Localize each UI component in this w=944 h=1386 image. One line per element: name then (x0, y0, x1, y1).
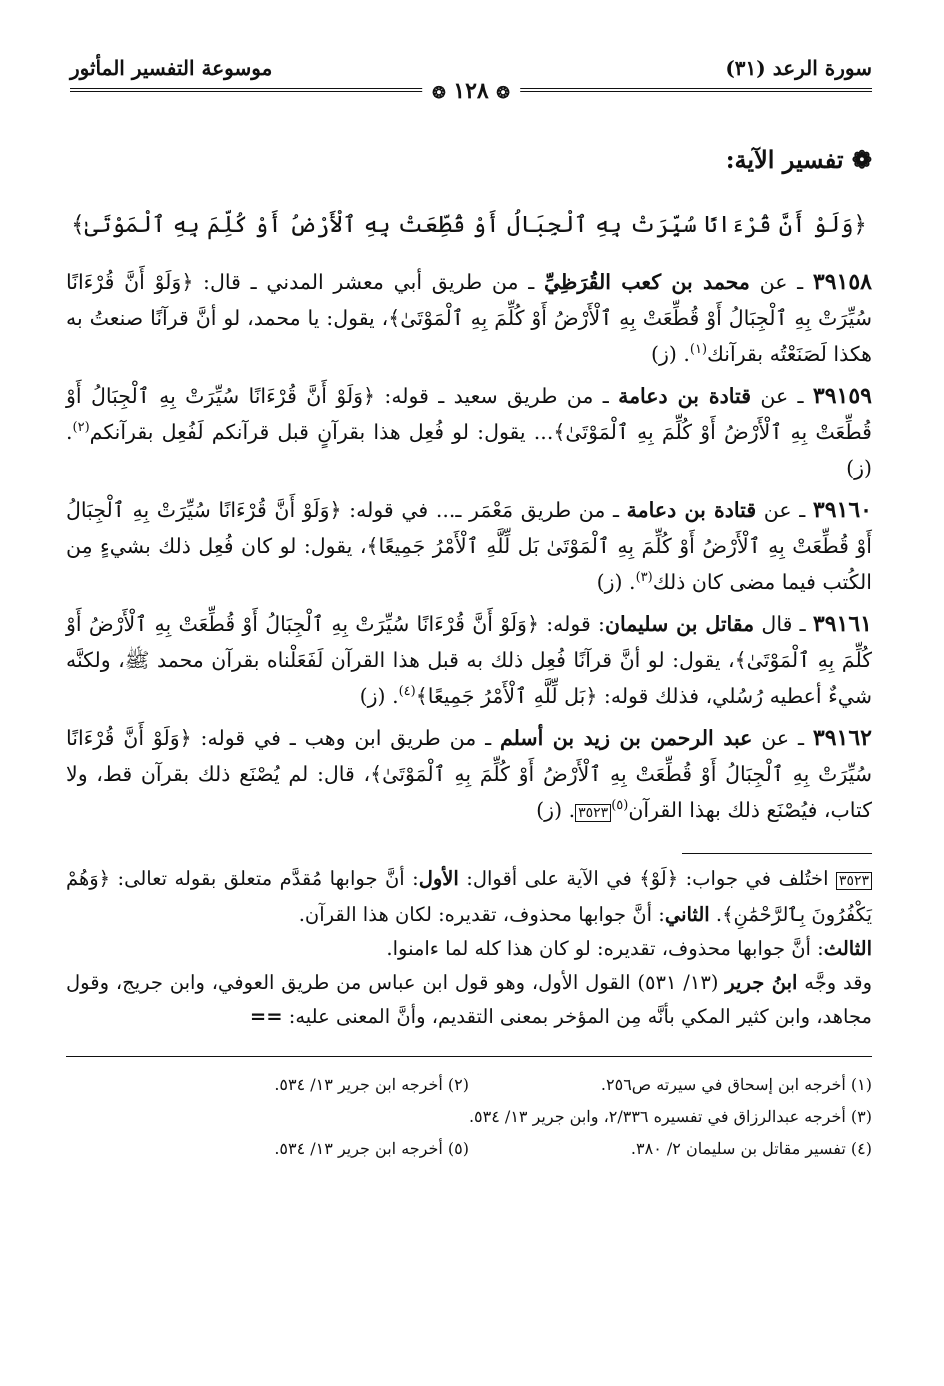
narrator-name: محمد بن كعب القُرَظِيِّ (543, 270, 750, 294)
label-first: الأول (418, 867, 459, 890)
entry-text: ـ من طريق ابن وهب ـ في قوله: ﴿وَلَوْ أَنَّ قُرْءَانًا سُيِّرَتْ بِهِ ٱلْجِبَالُ أَوْ قُطِّعَتْ بِهِ ٱلْأَرْضُ أَوْ كُلِّمَ بِهِ ٱلْمَوْتَىٰ﴾، قال: لم يُصْنَع ذلك بقرآن قط، ولا كتاب، فيُصْنَع ذلك بهذا القرآن (66, 726, 872, 822)
quran-verse: ﴿وَلَوْ أَنَّ قُرْءَانًا سُيِّرَتْ بِهِ ٱلْجِبَالُ أَوْ قُطِّعَتْ بِهِ ٱلْأَرْضُ أَوْ كُلِّمَ بِهِ ٱلْمَوْتَىٰ﴾ (71, 212, 867, 238)
footnote: (٢) أخرجه ابن جرير ١٣/ ٥٣٤. (274, 1075, 469, 1094)
ornament-icon: ❂ (496, 83, 510, 102)
commentary-note: ٣٥٢٣ اختُلف في جواب: ﴿لَوْ﴾ في الآية على أقوال: الأول: أنَّ جوابها مُقدَّم متعلق بقوله تعالى: ﴿وَهُمْ يَكْفُرُونَ بِٱلرَّحْمَٰنِ﴾. الثاني: أنَّ جوابها محذوف، تقديره: لكان هذا القرآن. (66, 867, 872, 926)
narrator-name: قتادة بن دعامة (626, 498, 757, 522)
narrator-name: قتادة بن دعامة (618, 384, 752, 408)
entry-text: ـ من طريق مَعْمَر ـ... في قوله: ﴿وَلَوْ أَنَّ قُرْءَانًا سُيِّرَتْ بِهِ ٱلْجِبَالُ أَوْ قُطِّعَتْ بِهِ ٱلْأَرْضُ أَوْ كُلِّمَ بِهِ ٱلْمَوْتَىٰ بَل لِّلَّهِ ٱلْأَمْرُ جَمِيعًا﴾، يقول: لو كان فُعِل ذلك بشيءٍ مِن الكُتب فيما مضى كان ذلك (66, 498, 872, 594)
surah-title: سورة الرعد (٣١) (725, 56, 872, 80)
narration-entry: ٣٩١٥٨ ـ عن محمد بن كعب القُرَظِيِّ ـ من طريق أبي معشر المدني ـ قال: ﴿وَلَوْ أَنَّ قُرْءَانًا سُيِّرَتْ بِهِ ٱلْجِبَالُ أَوْ قُطِّعَتْ بِهِ ٱلْأَرْضُ أَوْ كُلِّمَ بِهِ ٱلْمَوْتَىٰ﴾، يقول: يا محمد، لو أنَّ قرآنًا صنعتُ به هكذا لَصَنَعْتُه بقرآنك$^{(١)}$. (ز) (66, 269, 872, 366)
narrator-name: عبد الرحمن بن زيد بن أسلم (499, 726, 753, 750)
label-second: الثاني (664, 903, 710, 926)
section-heading (66, 140, 872, 180)
entry-text: ـ من طريق أبي معشر المدني ـ قال: ﴿وَلَوْ أَنَّ قُرْءَانًا سُيِّرَتْ بِهِ ٱلْجِبَالُ أَوْ قُطِّعَتْ بِهِ ٱلْأَرْضُ أَوْ كُلِّمَ بِهِ ٱلْمَوْتَىٰ﴾، يقول: يا محمد، لو أنَّ قرآنًا صنعتُ به هكذا لَصَنَعْتُه بقرآنك (66, 270, 872, 366)
narration-entry: ٣٩١٦٢ ـ عن عبد الرحمن بن زيد بن أسلم ـ من طريق ابن وهب ـ في قوله: ﴿وَلَوْ أَنَّ قُرْءَانًا سُيِّرَتْ بِهِ ٱلْجِبَالُ أَوْ قُطِّعَتْ بِهِ ٱلْأَرْضُ أَوْ كُلِّمَ بِهِ ٱلْمَوْتَىٰ﴾، قال: لم يُصْنَع ذلك بقرآن قط، ولا كتاب، فيُصْنَع ذلك بهذا القرآن$^{(٥)}$٣٥٢٣. (ز) (66, 725, 872, 822)
footnote: (٣) أخرجه عبدالرزاق في تفسيره ٢/٣٣٦، وابن جرير ١٣/ ٥٣٤. (468, 1107, 872, 1126)
footnote: (٥) أخرجه ابن جرير ١٣/ ٥٣٤. (274, 1139, 469, 1158)
footnote-marker[interactable]: (٢) (72, 420, 90, 436)
page-number (422, 78, 520, 104)
section-title: تفسير الآية: (725, 145, 844, 174)
flower-icon: ❁ (851, 145, 872, 174)
page-number-value: ١٢٨ (453, 78, 489, 104)
footnote-marker[interactable]: (١) (689, 342, 708, 358)
footnote: (١) أخرجه ابن إسحاق في سيرته ص٢٥٦. (600, 1075, 872, 1094)
book-title: موسوعة التفسير المأثور (70, 56, 273, 80)
footnote: (٤) تفسير مقاتل بن سليمان ٢/ ٣٨٠. (630, 1139, 872, 1158)
entry-number: ٣٩١٦٠ (812, 497, 872, 523)
footnote-marker[interactable]: (٤) (398, 684, 416, 700)
entry-number: ٣٩١٦٢ (812, 725, 872, 751)
note-separator (682, 853, 872, 854)
scholar-name: ابنُ جرير (725, 971, 798, 994)
entry-number: ٣٩١٥٨ (812, 269, 872, 295)
entry-number: ٣٩١٦١ (812, 611, 872, 637)
continuation-mark: == (249, 1005, 283, 1028)
footnote-row (66, 1069, 872, 1101)
page-body (66, 140, 872, 1165)
ornament-icon: ❂ (432, 83, 446, 102)
commentary-note-line: الثالث: أنَّ جوابها محذوف، تقديره: لو كان هذا كله لما ءامنوا. (386, 937, 872, 960)
footnote-row (66, 1101, 872, 1133)
entry-text: ـ من طريق سعيد ـ قوله: ﴿وَلَوْ أَنَّ قُرْءَانًا سُيِّرَتْ بِهِ ٱلْجِبَالُ أَوْ قُطِّعَتْ بِهِ ٱلْأَرْضُ أَوْ كُلِّمَ بِهِ ٱلْمَوْتَىٰ﴾... يقول: لو فُعِل هذا بقرآنٍ قبل قرآنكم لَفُعِل بقرآنكم (66, 384, 872, 444)
narration-entry: ٣٩١٦٠ ـ عن قتادة بن دعامة ـ من طريق مَعْمَر ـ... في قوله: ﴿وَلَوْ أَنَّ قُرْءَانًا سُيِّرَتْ بِهِ ٱلْجِبَالُ أَوْ قُطِّعَتْ بِهِ ٱلْأَرْضُ أَوْ كُلِّمَ بِهِ ٱلْمَوْتَىٰ بَل لِّلَّهِ ٱلْأَمْرُ جَمِيعًا﴾، يقول: لو كان فُعِل ذلك بشيءٍ مِن الكُتب فيما مضى كان ذلك$^{(٣)}$. (ز) (66, 497, 872, 594)
narration-entry: ٣٩١٦١ ـ قال مقاتل بن سليمان: قوله: ﴿وَلَوْ أَنَّ قُرْءَانًا سُيِّرَتْ بِهِ ٱلْجِبَالُ أَوْ قُطِّعَتْ بِهِ ٱلْأَرْضُ أَوْ كُلِّمَ بِهِ ٱلْمَوْتَىٰ﴾، يقول: لو أنَّ قرآنًا فُعِل ذلك به قبل هذا القرآن لَفَعَلْناه بقرآن محمد ﷺ، ولكنَّه شيءٌ أعطيه رُسُلي، فذلك قوله: ﴿بَل لِّلَّهِ ٱلْأَمْرُ جَمِيعًا﴾$^{(٤)}$. (ز) (66, 611, 872, 708)
note-reference-box[interactable]: ٣٥٢٣ (575, 804, 611, 822)
footnote-row (66, 1133, 872, 1165)
note-number-box: ٣٥٢٣ (836, 872, 872, 890)
footnote-marker[interactable]: (٥) (611, 798, 629, 814)
commentary-note-line: وقد وجَّه ابنُ جرير (١٣/ ٥٣١) القول الأول، وهو قول ابن عباس من طريق العوفي، وابن جريج، وقول مجاهد، وابن كثير المكي بأنَّه مِن المؤخر بمعنى التقديم، وأنَّ المعنى عليه: == (66, 971, 873, 1028)
footnote-marker[interactable]: (٣) (635, 570, 653, 586)
narrator-name: مقاتل بن سليمان (604, 612, 755, 636)
narration-entry: ٣٩١٥٩ ـ عن قتادة بن دعامة ـ من طريق سعيد ـ قوله: ﴿وَلَوْ أَنَّ قُرْءَانًا سُيِّرَتْ بِهِ ٱلْجِبَالُ أَوْ قُطِّعَتْ بِهِ ٱلْأَرْضُ أَوْ كُلِّمَ بِهِ ٱلْمَوْتَىٰ﴾... يقول: لو فُعِل هذا بقرآنٍ قبل قرآنكم لَفُعِل بقرآنكم$^{(٢)}$. (ز) (66, 383, 872, 480)
footnote-separator (66, 1056, 872, 1057)
label-third: الثالث (823, 937, 872, 960)
entry-number: ٣٩١٥٩ (812, 383, 872, 409)
running-header (70, 52, 872, 104)
entry-text: : قوله: ﴿وَلَوْ أَنَّ قُرْءَانًا سُيِّرَتْ بِهِ ٱلْجِبَالُ أَوْ قُطِّعَتْ بِهِ ٱلْأَرْضُ أَوْ كُلِّمَ بِهِ ٱلْمَوْتَىٰ﴾، يقول: لو أنَّ قرآنًا فُعِل ذلك به قبل هذا القرآن لَفَعَلْناه بقرآن محمد ﷺ، ولكنَّه شيءٌ أعطيه رُسُلي، فذلك قوله: ﴿بَل لِّلَّهِ ٱلْأَمْرُ جَمِيعًا﴾ (66, 612, 872, 708)
